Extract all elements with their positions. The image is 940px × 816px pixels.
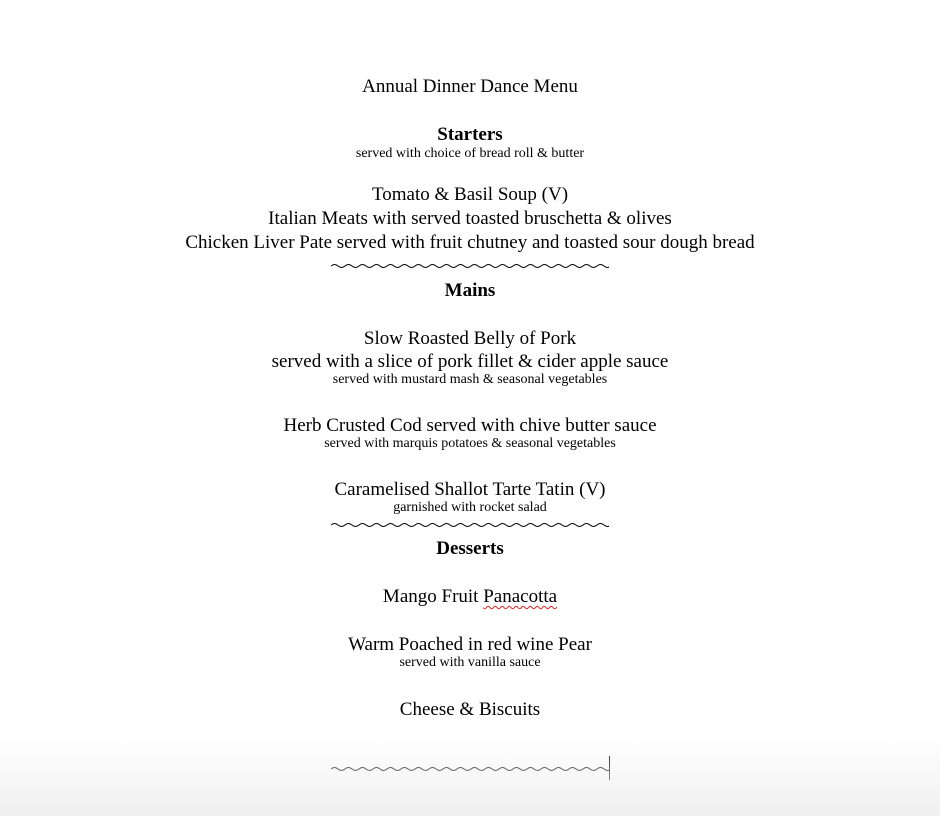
menu-title: Annual Dinner Dance Menu: [362, 76, 578, 97]
wavy-divider: [331, 262, 609, 270]
starter-item: Chicken Liver Pate served with fruit chutney and toasted sour dough bread: [185, 232, 755, 253]
dessert-item: Cheese & Biscuits: [399, 699, 541, 720]
wavy-divider: [331, 765, 609, 773]
dessert-item-prefix: Mango Fruit: [382, 586, 484, 607]
text-cursor: [609, 756, 610, 780]
dessert-item: Warm Poached in red wine Pear: [348, 634, 592, 655]
page-bottom-shadow: [0, 736, 940, 816]
wavy-divider: [331, 521, 609, 529]
mains-heading: Mains: [444, 280, 496, 301]
starter-item: Tomato & Basil Soup (V): [371, 184, 569, 205]
main-item-note: garnished with rocket salad: [393, 500, 547, 515]
dessert-item-note: served with vanilla sauce: [399, 655, 541, 670]
main-item-title: Caramelised Shallot Tarte Tatin (V): [334, 479, 606, 500]
starters-note: served with choice of bread roll & butter: [355, 146, 585, 161]
dessert-item: [0, 587, 940, 606]
desserts-heading: Desserts: [436, 538, 504, 559]
main-item-subtitle: served with a slice of pork fillet & cider apple sauce: [271, 351, 669, 372]
main-item-title: Herb Crusted Cod served with chive butter sauce: [283, 415, 657, 436]
main-item-note: served with mustard mash & seasonal vegetables: [332, 372, 608, 387]
starters-heading: Starters: [437, 124, 503, 145]
spellcheck-flagged-word[interactable]: Panacotta: [483, 586, 558, 607]
starter-item: Italian Meats with served toasted bruschetta & olives: [268, 208, 672, 229]
main-item-title: Slow Roasted Belly of Pork: [363, 328, 577, 349]
main-item-note: served with marquis potatoes & seasonal vegetables: [324, 436, 616, 451]
